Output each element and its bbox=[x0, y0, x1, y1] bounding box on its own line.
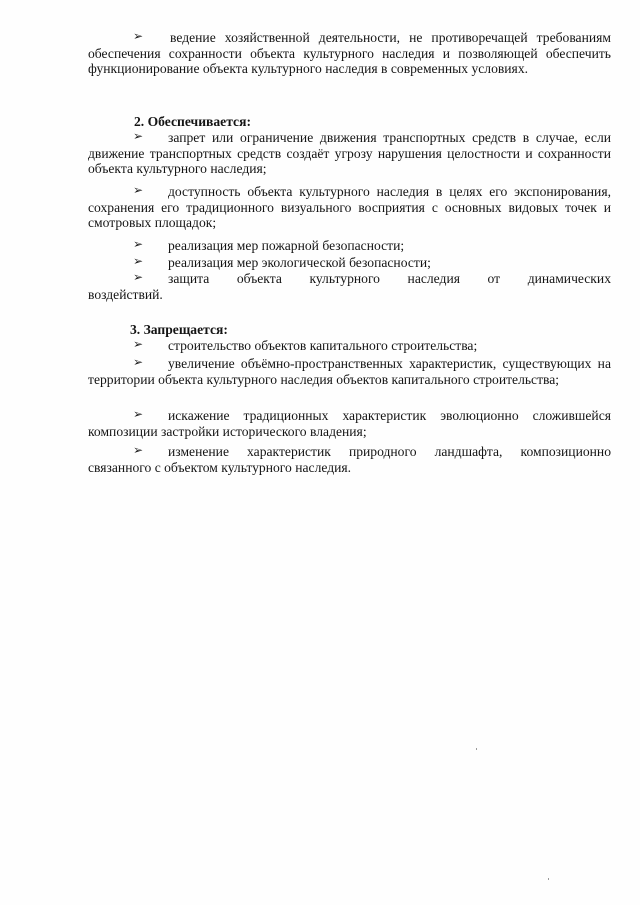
list-item bbox=[88, 444, 611, 475]
scan-speck bbox=[548, 878, 549, 880]
section-heading: 3. Запрещается: bbox=[130, 322, 228, 337]
list-item bbox=[88, 408, 611, 439]
arrow-bullet-icon: ➢ bbox=[133, 337, 144, 351]
list-item-text: искажение традиционных характеристик эволюционно сложившейся композиции застройки исторического владения; bbox=[88, 408, 611, 439]
arrow-bullet-icon: ➢ bbox=[133, 254, 144, 268]
arrow-bullet-icon: ➢ bbox=[133, 443, 144, 457]
list-item bbox=[88, 338, 611, 354]
arrow-bullet-icon: ➢ bbox=[133, 237, 144, 251]
list-item bbox=[88, 238, 611, 254]
arrow-bullet-icon: ➢ bbox=[133, 29, 144, 43]
list-item-text: ведение хозяйственной деятельности, не противоречащей требованиям обеспечения сохранности объекта культурного наследия и позволяющей обеспечить функционирование объекта культурного наследия в современных условиях. bbox=[88, 30, 611, 77]
list-item-text: строительство объектов капитального строительства; bbox=[168, 338, 478, 353]
section-heading: 2. Обеспечивается: bbox=[134, 114, 251, 129]
arrow-bullet-icon: ➢ bbox=[133, 129, 144, 143]
arrow-bullet-icon: ➢ bbox=[133, 270, 144, 284]
list-item bbox=[88, 130, 611, 177]
list-item-text: доступность объекта культурного наследия в целях его экспонирования, сохранения его традиционного визуального восприятия с основных видовых точек и смотровых площадок; bbox=[88, 184, 611, 231]
arrow-bullet-icon: ➢ bbox=[133, 355, 144, 369]
list-item-text: увеличение объёмно-пространственных характеристик, существующих на территории объекта культурного наследия объектов капитального строительства; bbox=[88, 356, 611, 387]
list-item bbox=[88, 271, 611, 302]
list-item-text: изменение характеристик природного ландшафта, композиционно связанного с объектом культурного наследия. bbox=[88, 444, 611, 475]
list-item bbox=[88, 30, 611, 77]
arrow-bullet-icon: ➢ bbox=[133, 407, 144, 421]
list-item-text: реализация мер пожарной безопасности; bbox=[168, 238, 405, 253]
scan-speck bbox=[476, 748, 477, 750]
list-item-text: реализация мер экологической безопасности; bbox=[168, 255, 431, 270]
list-item bbox=[88, 184, 611, 231]
list-item-text: защита объекта культурного наследия от динамических воздействий. bbox=[88, 271, 611, 302]
arrow-bullet-icon: ➢ bbox=[133, 183, 144, 197]
list-item bbox=[88, 255, 611, 271]
list-item-text: запрет или ограничение движения транспортных средств в случае, если движение транспортных средств создаёт угрозу нарушения целостности и сохранности объекта культурного наследия; bbox=[88, 130, 611, 177]
list-item bbox=[88, 356, 611, 387]
